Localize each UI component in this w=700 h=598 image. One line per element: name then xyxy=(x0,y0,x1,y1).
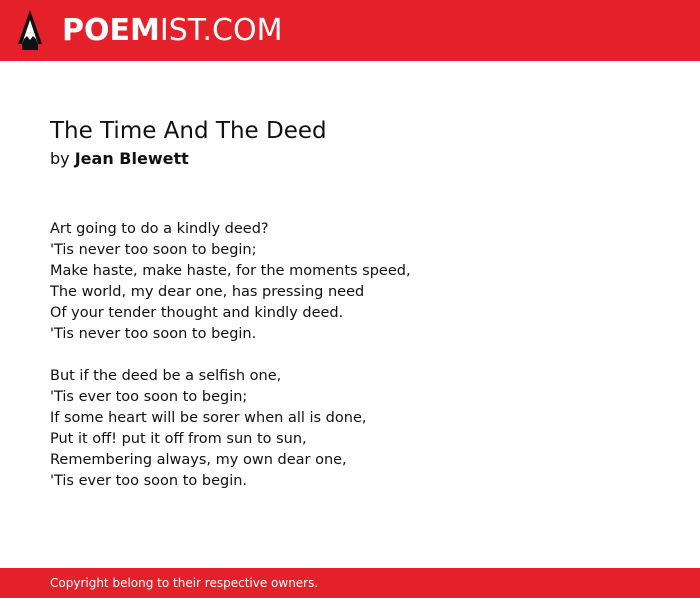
logo-text-light: IST.COM xyxy=(159,13,283,48)
byline-label: by xyxy=(50,149,70,168)
poem-line: Art going to do a kindly deed? xyxy=(50,221,269,237)
poem-line: 'Tis ever too soon to begin. xyxy=(50,473,248,489)
poem-line: Make haste, make haste, for the moments speed, xyxy=(50,263,411,279)
poem-title: The Time And The Deed xyxy=(50,118,327,144)
poem-line: Put it off! put it off from sun to sun, xyxy=(50,431,307,447)
poem-stanza-1 xyxy=(50,219,411,345)
site-footer xyxy=(0,568,700,598)
poem-line: Of your tender thought and kindly deed. xyxy=(50,305,344,321)
poem-line: If some heart will be sorer when all is done, xyxy=(50,410,367,426)
copyright-notice: Copyright belong to their respective owners. xyxy=(50,576,319,590)
site-logo-text xyxy=(62,10,282,52)
poem-byline xyxy=(50,148,189,170)
poem-line: 'Tis ever too soon to begin; xyxy=(50,389,248,405)
poem-line: 'Tis never too soon to begin. xyxy=(50,326,257,342)
poem-line: 'Tis never too soon to begin; xyxy=(50,242,257,258)
pencil-icon xyxy=(18,10,42,52)
poem-line: Remembering always, my own dear one, xyxy=(50,452,347,468)
site-header xyxy=(0,0,700,61)
poem-line: But if the deed be a selfish one, xyxy=(50,368,282,384)
site-logo[interactable] xyxy=(18,10,282,52)
logo-text-bold: POEM xyxy=(62,13,160,48)
poem-line: The world, my dear one, has pressing need xyxy=(50,284,365,300)
poem-author[interactable]: Jean Blewett xyxy=(74,149,189,168)
poem-body xyxy=(50,219,411,513)
poem-stanza-2 xyxy=(50,366,411,492)
